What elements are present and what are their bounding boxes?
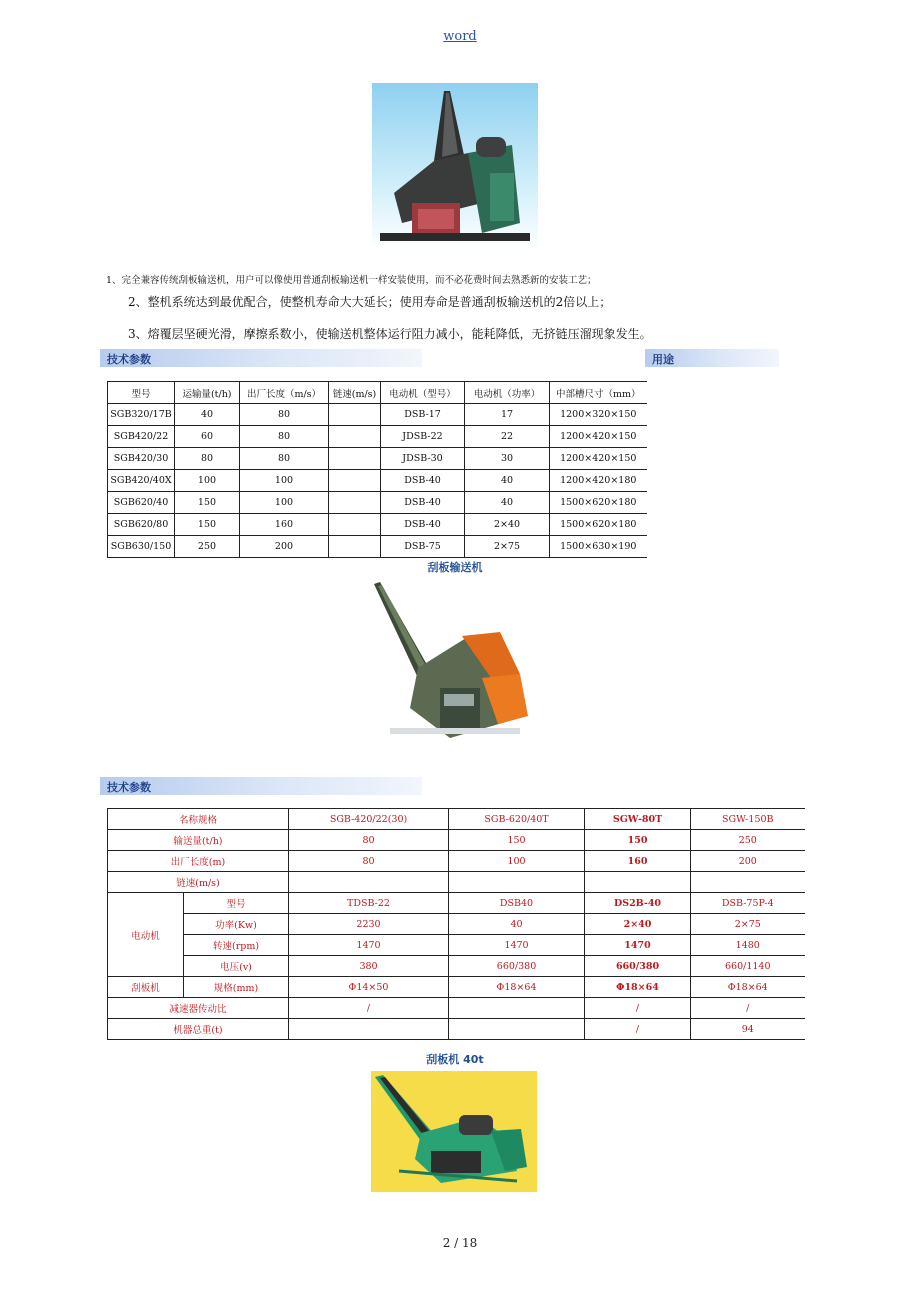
header-capacity: 运输量(t/h) — [175, 382, 240, 404]
cell: 150 — [449, 830, 585, 851]
cell: 380 — [289, 956, 449, 977]
feature-paragraph-2: 2、整机系统达到最优配合，使整机寿命大大延长；使用寿命是普通刮板输送机的2倍以上； — [128, 295, 612, 309]
section1-caption: 刮板输送机 — [427, 561, 483, 574]
cell: 40 — [465, 470, 550, 492]
cell: 1500×630×190 — [550, 536, 647, 558]
row-label: 机器总重(t) — [108, 1019, 289, 1040]
cell: SGB420/22 — [108, 426, 175, 448]
cell: 100 — [240, 470, 329, 492]
table-row — [108, 470, 647, 492]
cell: 80 — [240, 426, 329, 448]
conveyor-spec-table — [107, 381, 647, 558]
cell: 660/380 — [585, 956, 691, 977]
header-name-spec: 名称规格 — [108, 809, 289, 830]
row-label: 减速器传动比 — [108, 998, 289, 1019]
cell: / — [585, 998, 691, 1019]
table-row — [108, 914, 805, 935]
cell: SGB630/150 — [108, 536, 175, 558]
cell — [289, 1019, 449, 1040]
conveyor-photo-2 — [370, 578, 538, 751]
cell: SGB320/17B — [108, 404, 175, 426]
cell: 660/380 — [449, 956, 585, 977]
cell: 660/1140 — [691, 956, 805, 977]
header-length: 出厂长度（m/s） — [240, 382, 329, 404]
cell — [329, 448, 381, 470]
cell — [449, 872, 585, 893]
header-word-link[interactable]: word — [443, 29, 477, 44]
cell: 100 — [449, 851, 585, 872]
cell: 80 — [240, 448, 329, 470]
cell: 1470 — [289, 935, 449, 956]
row-label: 转速(rpm) — [184, 935, 289, 956]
cell: 1200×420×150 — [550, 426, 647, 448]
cell: TDSB-22 — [289, 893, 449, 914]
header-trough-size: 中部槽尺寸（mm） — [550, 382, 647, 404]
cell: 1200×420×180 — [550, 470, 647, 492]
cell: DSB-75 — [381, 536, 465, 558]
cell — [329, 514, 381, 536]
cell: 22 — [465, 426, 550, 448]
section2-tech-params-label: 技术参数 — [107, 781, 151, 794]
table-row — [108, 851, 805, 872]
cell: 40 — [465, 492, 550, 514]
table-row — [108, 893, 805, 914]
cell: JDSB-22 — [381, 426, 465, 448]
table-row — [108, 872, 805, 893]
header-model-1: SGB-420/22(30) — [289, 809, 449, 830]
scraper-photo-3 — [371, 1071, 537, 1192]
feature-paragraph-1: 1、完全兼容传统刮板输送机，用户可以像使用普通刮板输送机一样安装使用，而不必花费时间去熟悉新的安装工艺； — [106, 275, 597, 286]
table-row — [108, 514, 647, 536]
cell: SGB420/40X — [108, 470, 175, 492]
cell: Φ18×64 — [585, 977, 691, 998]
table-header-row — [108, 809, 805, 830]
cell: Φ18×64 — [449, 977, 585, 998]
row-label: 出厂长度(m) — [108, 851, 289, 872]
table-row — [108, 935, 805, 956]
section1-tech-params-label: 技术参数 — [107, 353, 151, 366]
cell — [691, 872, 805, 893]
cell: DSB-17 — [381, 404, 465, 426]
cell: SGB620/80 — [108, 514, 175, 536]
table-row — [108, 448, 647, 470]
cell: 150 — [175, 492, 240, 514]
scraper-group-label: 刮板机 — [108, 977, 184, 998]
section2-caption: 刮板机 40t — [426, 1053, 484, 1066]
table-row — [108, 998, 805, 1019]
conveyor-photo-1 — [372, 83, 538, 250]
cell: 17 — [465, 404, 550, 426]
cell: 80 — [175, 448, 240, 470]
cell — [329, 536, 381, 558]
cell: 2×40 — [465, 514, 550, 536]
table-row — [108, 956, 805, 977]
cell — [329, 404, 381, 426]
header-model-4: SGW-150B — [691, 809, 805, 830]
row-label: 输送量(t/h) — [108, 830, 289, 851]
page-number: 2 / 18 — [442, 1236, 478, 1250]
section1-tech-params-bar — [100, 349, 422, 367]
cell: 1470 — [585, 935, 691, 956]
cell: 2×75 — [691, 914, 805, 935]
cell — [289, 872, 449, 893]
cell: SGB420/30 — [108, 448, 175, 470]
table-row — [108, 492, 647, 514]
motor-group-label: 电动机 — [108, 893, 184, 977]
cell: 200 — [240, 536, 329, 558]
cell: 1200×320×150 — [550, 404, 647, 426]
cell: DSB-75P-4 — [691, 893, 805, 914]
cell: DS2B-40 — [585, 893, 691, 914]
cell: DSB-40 — [381, 514, 465, 536]
table-row — [108, 426, 647, 448]
header-motor-model: 电动机（型号） — [381, 382, 465, 404]
cell: 160 — [585, 851, 691, 872]
table-row — [108, 830, 805, 851]
cell: / — [585, 1019, 691, 1040]
row-label: 链速(m/s) — [108, 872, 289, 893]
row-label: 功率(Kw) — [184, 914, 289, 935]
cell: / — [289, 998, 449, 1019]
table-row — [108, 536, 647, 558]
cell: 250 — [175, 536, 240, 558]
cell: JDSB-30 — [381, 448, 465, 470]
row-label: 型号 — [184, 893, 289, 914]
row-label: 电压(v) — [184, 956, 289, 977]
cell: 80 — [240, 404, 329, 426]
cell: 160 — [240, 514, 329, 536]
cell: DSB40 — [449, 893, 585, 914]
table-header-row — [108, 382, 647, 404]
cell: 40 — [449, 914, 585, 935]
cell: 1200×420×150 — [550, 448, 647, 470]
header-model-2: SGB-620/40T — [449, 809, 585, 830]
table-row — [108, 1019, 805, 1040]
cell — [585, 872, 691, 893]
cell: 150 — [585, 830, 691, 851]
cell: 2×40 — [585, 914, 691, 935]
cell — [329, 470, 381, 492]
cell — [329, 426, 381, 448]
cell: 200 — [691, 851, 805, 872]
cell: Φ14×50 — [289, 977, 449, 998]
cell: 1470 — [449, 935, 585, 956]
cell — [449, 1019, 585, 1040]
section2-tech-params-bar — [100, 777, 422, 795]
row-label: 规格(mm) — [184, 977, 289, 998]
cell: 1480 — [691, 935, 805, 956]
cell: 94 — [691, 1019, 805, 1040]
cell: 100 — [175, 470, 240, 492]
cell: SGB620/40 — [108, 492, 175, 514]
header-motor-power: 电动机（功率） — [465, 382, 550, 404]
cell — [449, 998, 585, 1019]
cell: 2×75 — [465, 536, 550, 558]
cell: 150 — [175, 514, 240, 536]
feature-paragraph-3: 3、熔覆层坚硬光滑，摩擦系数小，使输送机整体运行阻力减小，能耗降低，无挤链压溜现象发生。 — [128, 327, 652, 341]
cell: 1500×620×180 — [550, 514, 647, 536]
section1-usage-label: 用途 — [652, 353, 674, 366]
cell: 1500×620×180 — [550, 492, 647, 514]
section1-usage-bar — [645, 349, 779, 367]
header-model-3: SGW-80T — [585, 809, 691, 830]
cell: 80 — [289, 830, 449, 851]
table-row — [108, 404, 647, 426]
cell: 30 — [465, 448, 550, 470]
cell: 40 — [175, 404, 240, 426]
header-model: 型号 — [108, 382, 175, 404]
cell: Φ18×64 — [691, 977, 805, 998]
scraper-spec-table — [107, 808, 805, 1040]
cell: DSB-40 — [381, 492, 465, 514]
cell: DSB-40 — [381, 470, 465, 492]
cell: 250 — [691, 830, 805, 851]
cell: 60 — [175, 426, 240, 448]
table-row — [108, 977, 805, 998]
cell: / — [691, 998, 805, 1019]
cell: 100 — [240, 492, 329, 514]
cell: 80 — [289, 851, 449, 872]
cell: 2230 — [289, 914, 449, 935]
header-chain-speed: 链速(m/s) — [329, 382, 381, 404]
cell — [329, 492, 381, 514]
